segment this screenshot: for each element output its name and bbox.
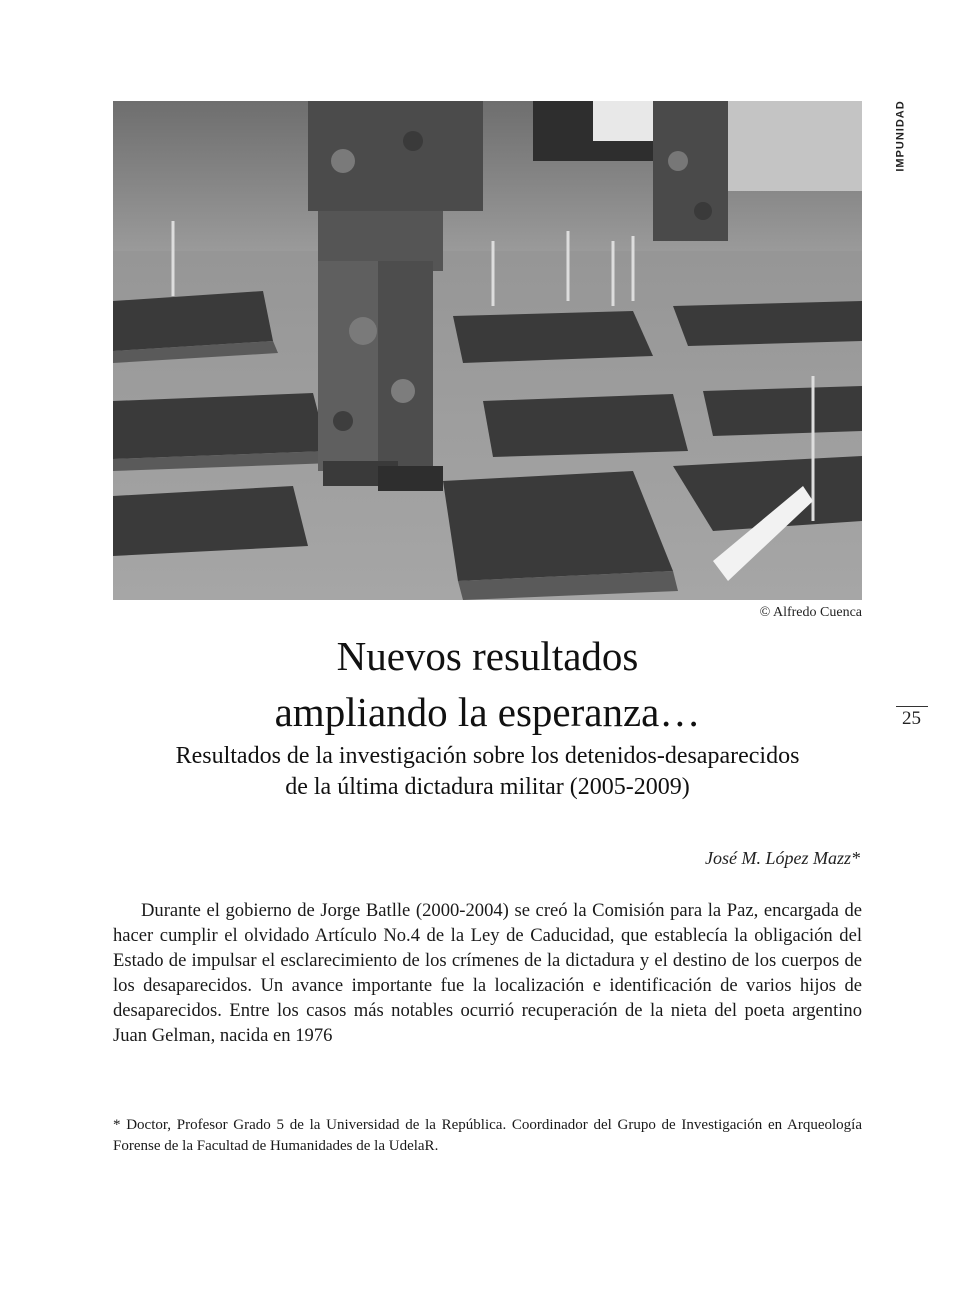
author-byline: José M. López Mazz* xyxy=(705,848,860,868)
page-number-rule xyxy=(896,706,928,707)
article-title xyxy=(113,628,862,740)
title-line-2: ampliando la esperanza… xyxy=(274,689,701,735)
body-paragraph: Durante el gobierno de Jorge Batlle (2000-2004) se creó la Comisión para la Paz, encargada de hacer cumplir el olvidado Artículo No.4 de la Ley de Caducidad, que establecía la obligación del Estado de impulsar el esclarecimiento de los crímenes de la dictadura y el destino de los cuerpos de los desaparecidos. Un avance importante fue la localización e identificación de varios hijos de desaparecidos. Entre los casos más notables ocurrió recuperación de la nieta del poeta argentino Juan Gelman, nacida en 1976 xyxy=(113,900,862,1046)
header-photo xyxy=(113,101,862,600)
article-body xyxy=(113,898,862,1048)
excavation-photo xyxy=(113,101,862,600)
subtitle-line-2: de la última dictadura militar (2005-2009) xyxy=(285,774,690,800)
title-line-1: Nuevos resultados xyxy=(336,633,639,679)
page-number: 25 xyxy=(902,708,921,729)
photo-credit: © Alfredo Cuenca xyxy=(759,605,862,620)
running-head xyxy=(893,100,913,180)
running-head-text: IMPUNIDAD xyxy=(894,100,907,172)
article-subtitle xyxy=(113,741,862,803)
footnote: * Doctor, Profesor Grado 5 de la Universidad de la República. Coordinador del Grupo de Investigación en Arqueología Forense de la Facultad de Humanidades de la UdelaR. xyxy=(113,1117,862,1154)
subtitle-line-1: Resultados de la investigación sobre los detenidos-desaparecidos xyxy=(175,743,800,769)
